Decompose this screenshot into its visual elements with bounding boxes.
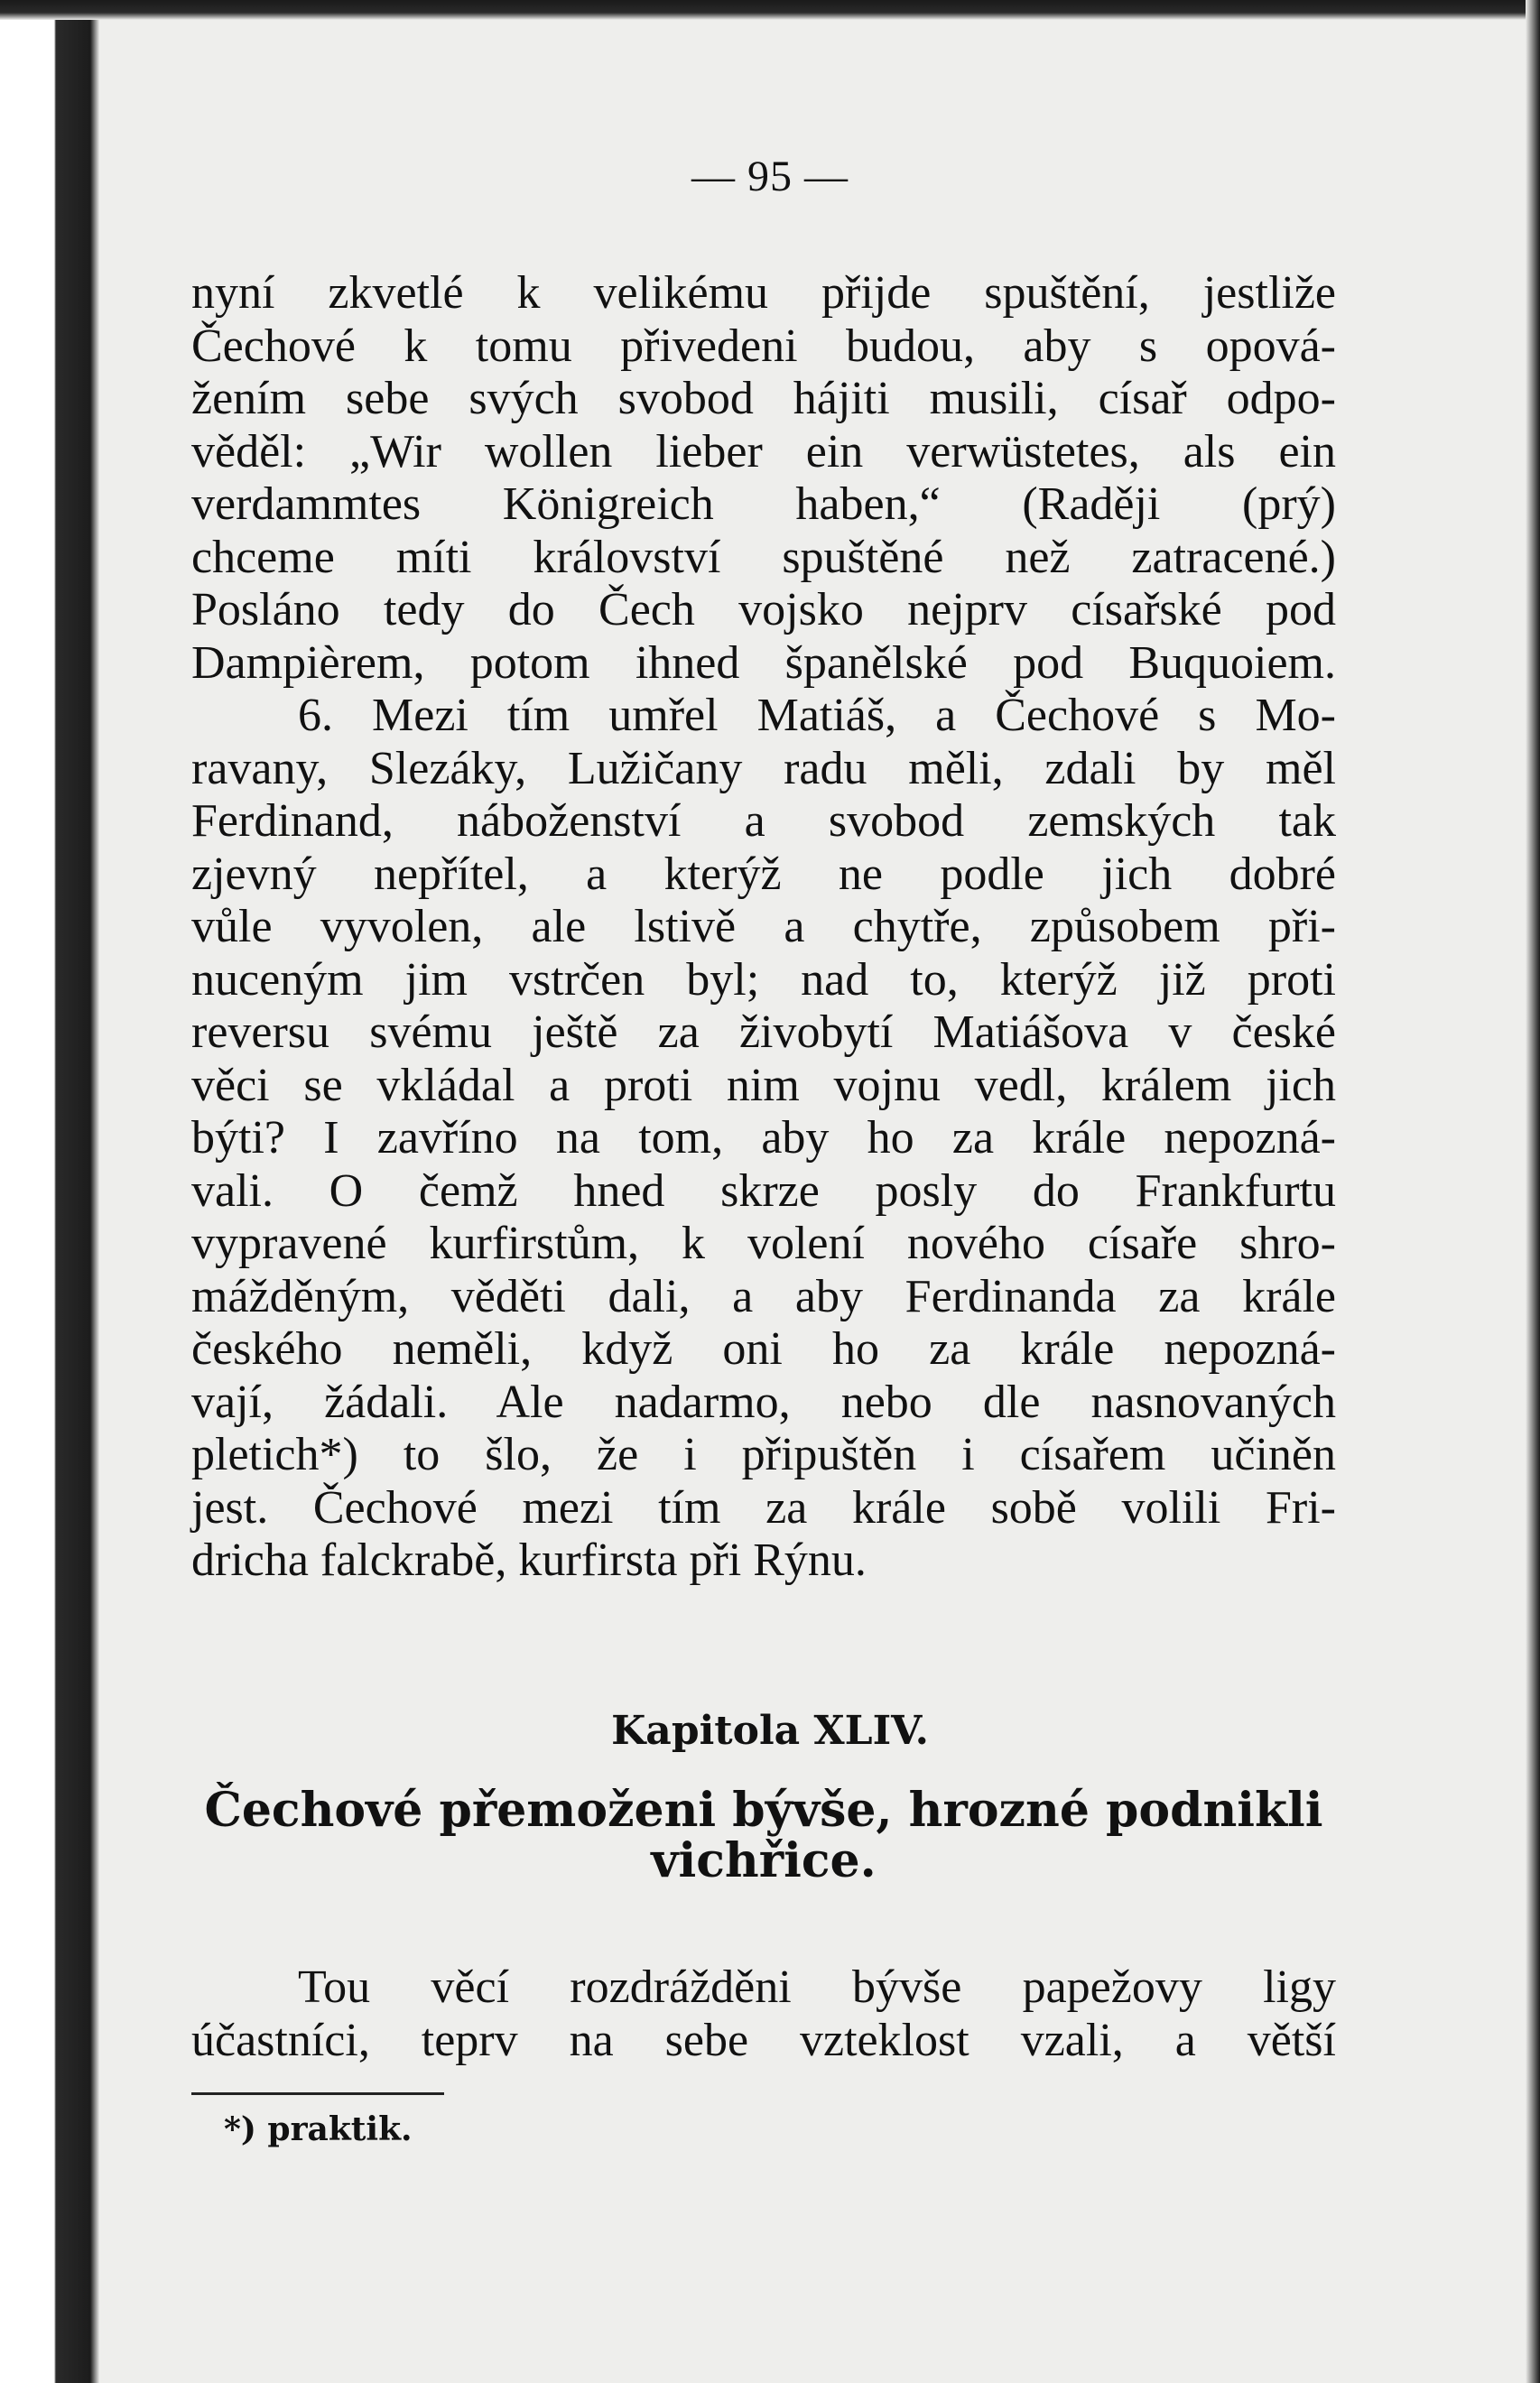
text-line: Ferdinand, náboženství a svobod zemských tak (191, 795, 1336, 847)
text-line: věci se vkládal a proti nim vojnu vedl, králem jich (191, 1059, 1336, 1111)
chapter-title (191, 1785, 1336, 1887)
text-line: vají, žádali. Ale nadarmo, nebo dle nasnovaných (191, 1376, 1336, 1428)
text-line: vali. O čemž hned skrze posly do Frankfurtu (191, 1164, 1336, 1217)
text-line: pletich*) to šlo, že i připuštěn i císařem učiněn (191, 1429, 1336, 1480)
footnote: *) praktik. (224, 2110, 413, 2148)
text-line: zjevný nepřítel, a kterýž ne podle jich dobré (191, 848, 1336, 900)
text-line: chceme míti království spuštěné než zatracené.) (191, 531, 1336, 583)
scan-border-left (0, 0, 99, 2383)
text-line: účastníci, teprv na sebe vzteklost vzali, a větší (191, 2015, 1336, 2066)
chapter-paragraph (191, 1961, 1336, 2067)
text-line: 6. Mezi tím umřel Matiáš, a Čechové s Mo- (298, 690, 1336, 741)
body-paragraph (191, 267, 1336, 1588)
text-line: reversu svému ještě za živobytí Matiášova v české (191, 1006, 1336, 1058)
text-line: ravany, Slezáky, Lužičany radu měli, zdali by měl (191, 742, 1336, 794)
text-line: vypravené kurfirstům, k volení nového císaře shro- (191, 1218, 1336, 1269)
text-line: nuceným jim vstrčen byl; nad to, kterýž již proti (191, 953, 1336, 1006)
text-line: Tou věcí rozdrážděni bývše papežovy ligy (298, 1961, 1336, 2013)
scan-border-top (0, 0, 1540, 20)
text-line: mážděným, věděti dali, a aby Ferdinanda za krále (191, 1270, 1336, 1322)
text-line: vůle vyvolen, ale lstivě a chytře, způsobem při- (191, 901, 1336, 952)
text-line: českého neměli, když oni ho za krále nepozná- (191, 1323, 1336, 1375)
page-number: — 95 — (691, 153, 849, 200)
text-line: verdammtes Königreich haben,“ (Raději (prý) (191, 478, 1336, 530)
chapter-title-line: vichřice. (651, 1833, 877, 1888)
text-line: nyní zkvetlé k velikému přijde spuštění, jestliže (191, 267, 1336, 319)
text-line: Dampièrem, potom ihned španělské pod Buquoiem. (191, 636, 1336, 689)
chapter-title-line: Čechové přemoženi bývše, hrozné podnikli (204, 1783, 1323, 1838)
text-line: Posláno tedy do Čech vojsko nejprv císařské pod (191, 584, 1336, 635)
text-line: dricha falckrabě, kurfirsta při Rýnu. (191, 1535, 867, 1586)
scan-border-right (1526, 0, 1540, 2383)
footnote-divider (191, 2092, 444, 2095)
text-line: býti? I zavříno na tom, aby ho za krále nepozná- (191, 1112, 1336, 1164)
text-line: Čechové k tomu přivedeni budou, aby s opová- (191, 320, 1336, 372)
text-line: jest. Čechové mezi tím za krále sobě volili Fri- (191, 1481, 1336, 1534)
chapter-label: Kapitola XLIV. (611, 1708, 929, 1754)
text-line: věděl: „Wir wollen lieber ein verwüstetes, als ein (191, 425, 1336, 478)
text-line: žením sebe svých svobod hájiti musili, císař odpo- (191, 373, 1336, 424)
